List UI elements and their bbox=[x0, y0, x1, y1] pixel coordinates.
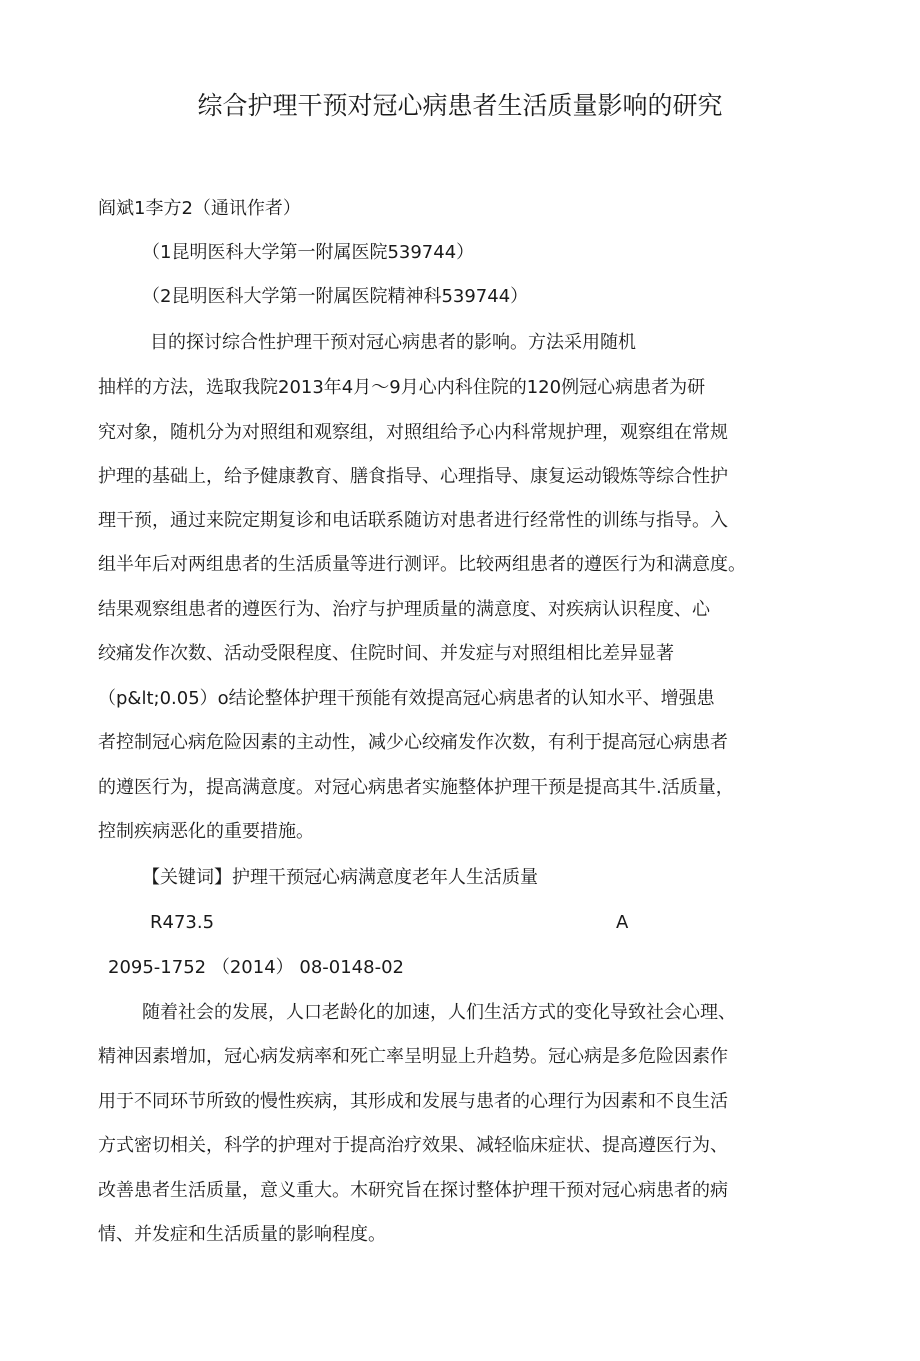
abstract-line: 绞痛发作次数、活动受限程度、住院时间、并发症与对照组相比差异显著 bbox=[98, 643, 674, 664]
abstract-line: 理干预，通过来院定期复诊和电话联系随访对患者进行经常性的训练与指导。入 bbox=[98, 510, 728, 531]
affiliation-2: （2昆明医科大学第一附属医院精神科539744） bbox=[142, 286, 529, 307]
abstract-line: 组半年后对两组患者的生活质量等进行测评。比较两组患者的遵医行为和满意度。 bbox=[98, 554, 746, 575]
intro-line: 情、并发症和生活质量的影响程度。 bbox=[98, 1224, 386, 1245]
affiliation-1: （1昆明医科大学第一附属医院539744） bbox=[142, 242, 475, 263]
abstract-line: 护理的基础上，给予健康教育、膳食指导、心理指导、康复运动锻炼等综合性护 bbox=[98, 466, 728, 487]
intro-line: 随着社会的发展，人口老龄化的加速，人们生活方式的变化导致社会心理、 bbox=[142, 1002, 736, 1023]
intro-line: 改善患者生活质量，意义重大。木研究旨在探讨整体护理干预对冠心病患者的病 bbox=[98, 1180, 728, 1201]
abstract-line: 者控制冠心病危险因素的主动性，减少心绞痛发作次数，有利于提高冠心病患者 bbox=[98, 732, 728, 753]
abstract-line: 究对象，随机分为对照组和观察组，对照组给予心内科常规护理，观察组在常规 bbox=[98, 422, 728, 443]
article-id: 2095-1752 （2014） 08-0148-02 bbox=[108, 957, 404, 978]
document-code: A bbox=[616, 912, 629, 933]
abstract-line: 结果观察组患者的遵医行为、治疗与护理质量的满意度、对疾病认识程度、心 bbox=[98, 599, 710, 620]
author-line: 阎斌1李方2（通讯作者） bbox=[98, 198, 301, 219]
abstract-line: 目的探讨综合性护理干预对冠心病患者的影响。方法采用随机 bbox=[150, 332, 636, 353]
intro-line: 用于不同环节所致的慢性疾病，其形成和发展与患者的心理行为因素和不良生活 bbox=[98, 1091, 728, 1112]
abstract-line: 控制疾病恶化的重要措施。 bbox=[98, 821, 314, 842]
intro-line: 精神因素增加，冠心病发病率和死亡率呈明显上升趋势。冠心病是多危险因素作 bbox=[98, 1046, 728, 1067]
abstract-line: （p&lt;0.05）o结论整体护理干预能有效提高冠心病患者的认知水平、增强患 bbox=[98, 688, 715, 709]
classification-number: R473.5 bbox=[150, 912, 215, 933]
abstract-line: 抽样的方法，选取我院2013年4月～9月心内科住院的120例冠心病患者为研 bbox=[98, 377, 706, 398]
document-title: 综合护理干预对冠心病患者生活质量影响的研究 bbox=[197, 91, 723, 120]
keywords-line: 【关键词】护理干预冠心病满意度老年人生活质量 bbox=[142, 867, 538, 888]
abstract-line: 的遵医行为，提高满意度。对冠心病患者实施整体护理干预是提高其牛.活质量， bbox=[98, 777, 734, 798]
intro-line: 方式密切相关，科学的护理对于提高治疗效果、减轻临床症状、提高遵医行为、 bbox=[98, 1135, 728, 1156]
